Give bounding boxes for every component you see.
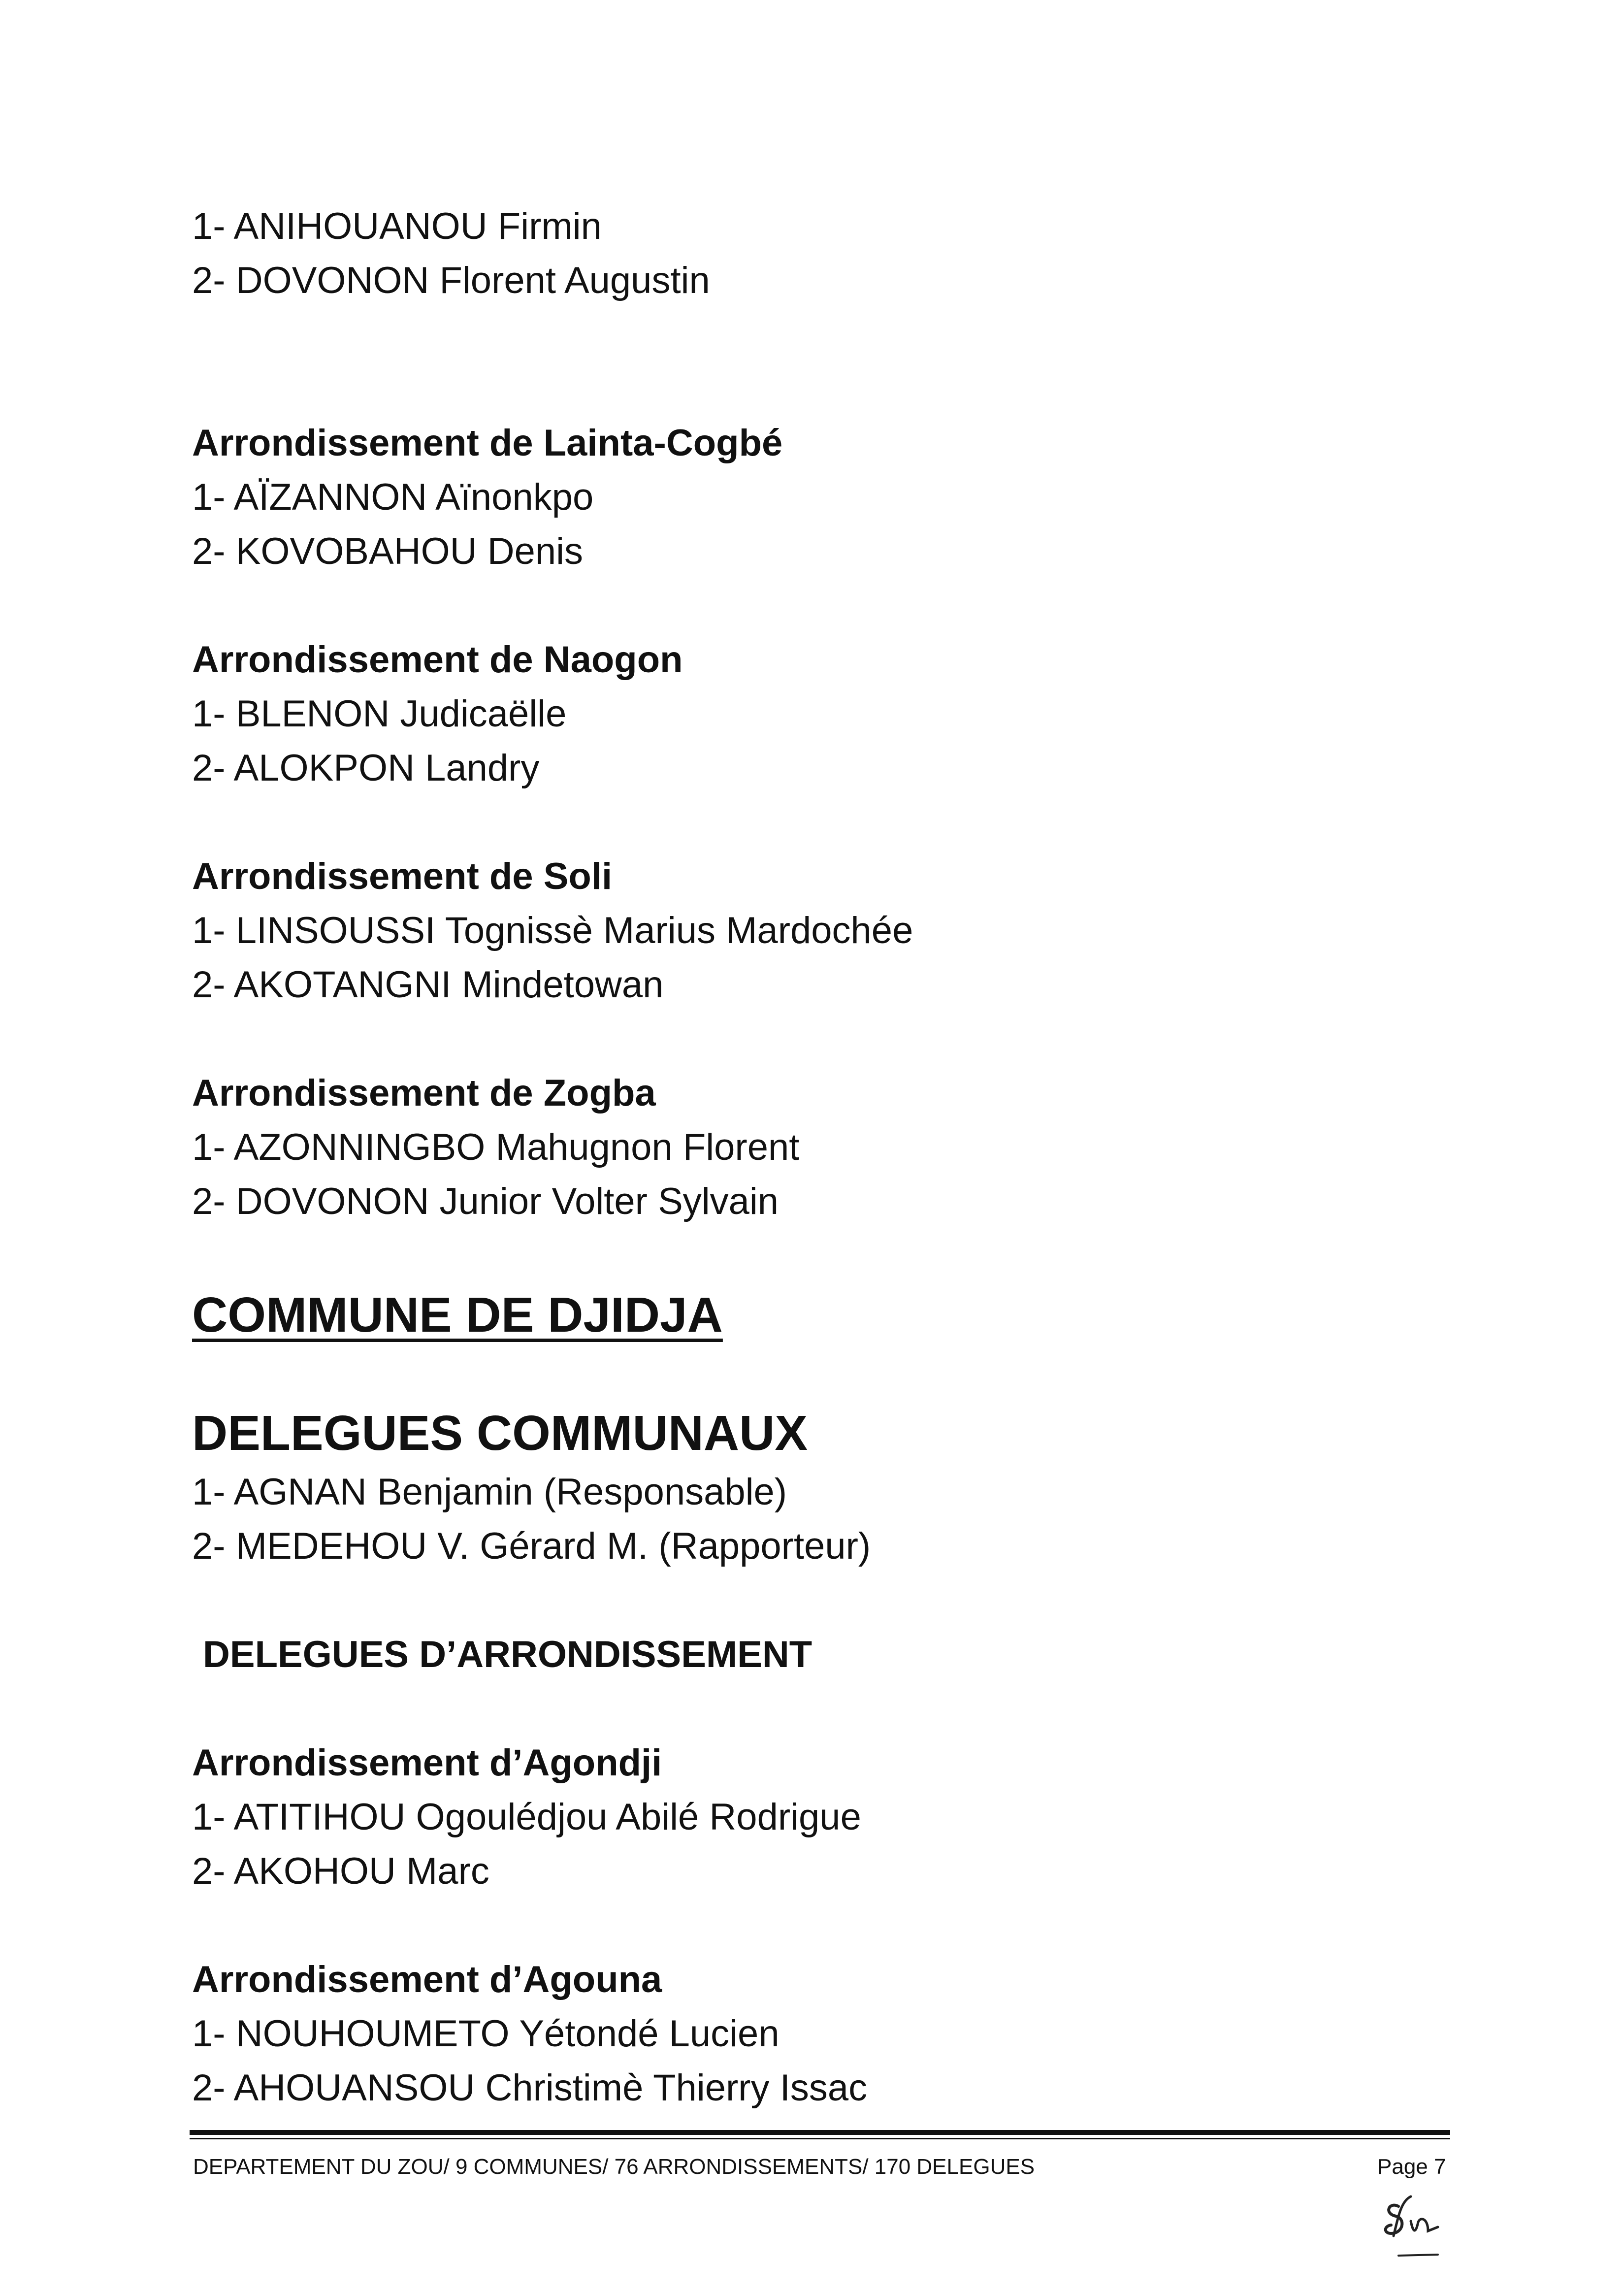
signature-icon <box>1364 2187 1458 2270</box>
page-number: Page 7 <box>1377 2155 1446 2179</box>
list-item: 1- ANIHOUANOU Firmin <box>192 205 602 247</box>
list-item: 1- LINSOUSSI Tognissè Marius Mardochée <box>192 910 913 951</box>
section-heading-naogon: Arrondissement de Naogon <box>192 639 683 681</box>
list-item: 1- AGNAN Benjamin (Responsable) <box>192 1471 787 1513</box>
list-item: 2- DOVONON Florent Augustin <box>192 260 710 301</box>
list-item: 2- MEDEHOU V. Gérard M. (Rapporteur) <box>192 1525 871 1567</box>
list-item: 1- AZONNINGBO Mahugnon Florent <box>192 1126 800 1168</box>
list-item: 2- AKOTANGNI Mindetowan <box>192 964 664 1006</box>
list-item: 2- AKOHOU Marc <box>192 1850 489 1892</box>
footer-rule <box>190 2130 1450 2135</box>
list-item: 1- ATITIHOU Ogoulédjou Abilé Rodrigue <box>192 1796 861 1838</box>
footer-text: DEPARTEMENT DU ZOU/ 9 COMMUNES/ 76 ARRONDISSEMENTS/ 170 DELEGUES <box>193 2155 1035 2179</box>
list-item: 2- AHOUANSOU Christimè Thierry Issac <box>192 2067 868 2109</box>
section-heading-lainta: Arrondissement de Lainta-Cogbé <box>192 422 783 464</box>
section-heading-zogba: Arrondissement de Zogba <box>192 1072 656 1114</box>
document-body <box>192 199 1472 2115</box>
list-item: 1- AÏZANNON Aïnonkpo <box>192 476 594 518</box>
section-heading-agondji: Arrondissement d’Agondji <box>192 1742 662 1784</box>
delegues-arrondissement-heading: DELEGUES D’ARRONDISSEMENT <box>203 1634 812 1675</box>
list-item: 1- BLENON Judicaëlle <box>192 693 567 735</box>
list-item: 1- NOUHOUMETO Yétondé Lucien <box>192 2013 780 2055</box>
list-item: 2- KOVOBAHOU Denis <box>192 530 583 572</box>
list-item: 2- ALOKPON Landry <box>192 747 540 789</box>
list-item: 2- DOVONON Junior Volter Sylvain <box>192 1180 779 1222</box>
section-heading-agouna: Arrondissement d’Agouna <box>192 1959 662 2000</box>
commune-title: COMMUNE DE DJIDJA <box>192 1287 723 1343</box>
section-heading-soli: Arrondissement de Soli <box>192 855 613 897</box>
footer-rule-thin <box>190 2138 1450 2139</box>
delegues-communaux-heading: DELEGUES COMMUNAUX <box>192 1406 808 1461</box>
